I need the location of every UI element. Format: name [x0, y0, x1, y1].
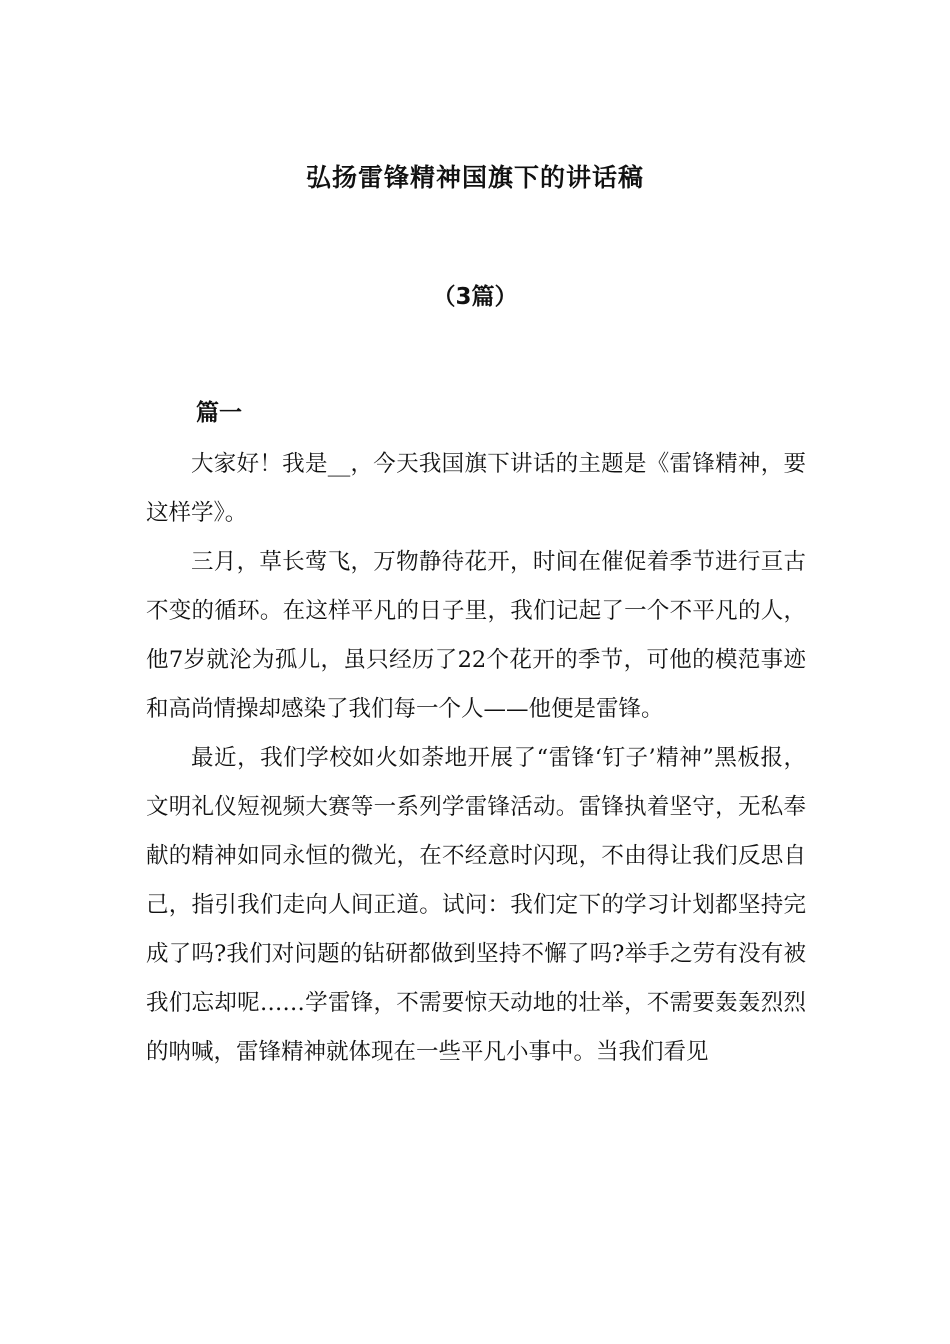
paragraph-1: 大家好！我是__，今天我国旗下讲话的主题是《雷锋精神，要这样学》。 [146, 451, 806, 526]
body-text [146, 440, 806, 1077]
document-title: 弘扬雷锋精神国旗下的讲话稿 [305, 163, 644, 192]
section-heading: 篇一 [196, 400, 242, 426]
paragraph-2: 三月，草长莺飞，万物静待花开，时间在催促着季节进行亘古不变的循环。在这样平凡的日子里，我们记起了一个不平凡的人，他7岁就沦为孤儿，虽只经历了22个花开的季节，可他的模范事迹和高尚情操却感染了我们每一个人——他便是雷锋。 [146, 549, 806, 722]
paragraph-3: 最近，我们学校如火如荼地开展了“雷锋‘钉子’精神”黑板报，文明礼仪短视频大赛等一系列学雷锋活动。雷锋执着坚守，无私奉献的精神如同永恒的微光，在不经意时闪现，不由得让我们反思自己，指引我们走向人间正道。试问：我们定下的学习计划都坚持完成了吗?我们对问题的钻研都做到坚持不懈了吗?举手之劳有没有被我们忘却呢……学雷锋，不需要惊天动地的壮举，不需要轰轰烈烈的呐喊，雷锋精神就体现在一些平凡小事中。当我们看见 [146, 745, 806, 1065]
document-subtitle: （3篇） [432, 284, 518, 310]
